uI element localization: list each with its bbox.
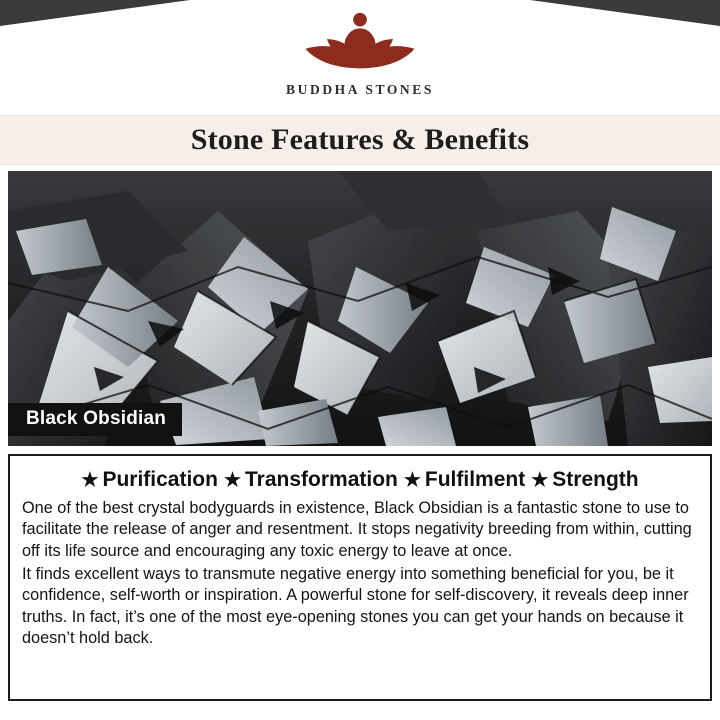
keyword-label: Strength [552, 468, 639, 491]
title-bar [0, 115, 720, 165]
brand-header [0, 0, 720, 115]
lotus-meditation-icon [290, 8, 430, 80]
hero-image [8, 171, 712, 446]
keyword-transformation [224, 468, 398, 492]
description-paragraph-2: It finds excellent ways to transmute negative energy into something beneficial for you, be it confidence, self-worth or inspiration. A powerful stone for self-discovery, it reveals deep inner truths. In fact, it’s one of the most eye-opening stones you can get your hands on because it doesn’t hold back. [22, 565, 689, 648]
brand-name: BUDDHA STONES [286, 82, 434, 97]
keyword-purification [81, 468, 218, 492]
keyword-fulfilment [404, 468, 525, 492]
keyword-list [22, 468, 698, 492]
keyword-label: Transformation [245, 468, 398, 491]
keyword-label: Fulfilment [424, 468, 526, 491]
description-text [22, 498, 698, 649]
benefits-panel [8, 454, 712, 701]
logo-lockup [0, 8, 720, 98]
star-icon: ★ [81, 469, 99, 491]
keyword-strength [531, 468, 638, 492]
star-icon: ★ [223, 469, 241, 491]
description-paragraph-1: One of the best crystal bodyguards in existence, Black Obsidian is a fantastic stone to use to facilitate the release of anger and resentment. It stops negativity breeding from within, cutting off its life source and encouraging any toxic energy to leave at once. [22, 499, 692, 560]
stone-name-caption: Black Obsidian [8, 403, 182, 436]
page-title: Stone Features & Benefits [190, 123, 530, 156]
star-icon: ★ [531, 469, 549, 491]
star-icon: ★ [403, 469, 421, 491]
keyword-label: Purification [102, 468, 218, 491]
